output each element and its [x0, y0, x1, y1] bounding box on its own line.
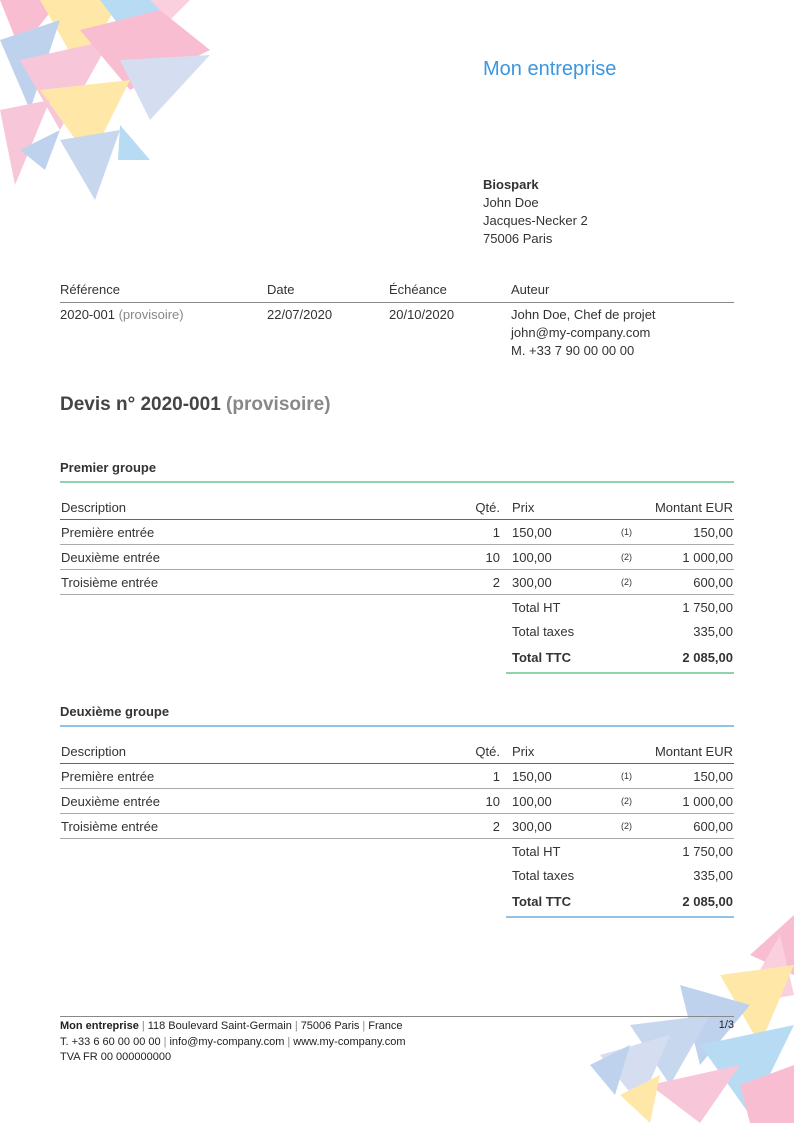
group-rule: [60, 481, 734, 483]
group-title: Premier groupe: [60, 460, 157, 475]
client-name: Biospark: [483, 177, 539, 192]
total-taxes-row: [506, 864, 734, 888]
row-tax-ref: (2): [621, 552, 632, 562]
table-row: [60, 570, 734, 595]
client-city: 75006 Paris: [483, 231, 553, 246]
table-row: [60, 545, 734, 570]
total-ht-row: [506, 596, 734, 620]
total-ht-label: Total HT: [512, 844, 561, 859]
document-title-text: Devis n° 2020-001: [60, 394, 221, 415]
total-taxes-label: Total taxes: [512, 868, 575, 883]
meta-author: [511, 306, 656, 360]
total-ttc-value: 2 085,00: [682, 894, 733, 909]
header-price: Prix: [512, 744, 535, 759]
meta-header-author: Auteur: [511, 282, 550, 297]
meta-divider: [60, 302, 734, 303]
group-title: Deuxième groupe: [60, 704, 170, 719]
row-amount: 1 000,00: [682, 550, 733, 565]
row-price: 100,00: [512, 794, 552, 809]
row-qty: 10: [485, 550, 500, 565]
row-qty: 2: [492, 819, 500, 834]
meta-due-date: 20/10/2020: [389, 307, 455, 322]
row-qty: 1: [492, 525, 500, 540]
company-name: Mon entreprise: [483, 58, 617, 80]
row-amount: 150,00: [693, 525, 733, 540]
row-qty: 10: [485, 794, 500, 809]
header-amount: Montant EUR: [654, 744, 733, 759]
footer-address: 118 Boulevard Saint-Germain: [147, 1020, 292, 1032]
group-totals: [506, 840, 734, 918]
client-contact: John Doe: [483, 195, 539, 210]
footer-city: 75006 Paris: [300, 1020, 360, 1032]
total-ht-label: Total HT: [512, 600, 561, 615]
footer-email[interactable]: info@my-company.com: [169, 1035, 285, 1048]
row-price: 300,00: [512, 575, 552, 590]
meta-header-date: Date: [267, 282, 295, 297]
table-header: [60, 739, 734, 764]
group-totals: [506, 596, 734, 674]
row-price: 150,00: [512, 769, 552, 784]
author-email: john@my-company.com: [511, 325, 651, 340]
row-qty: 1: [492, 769, 500, 784]
document-status: (provisoire): [226, 394, 331, 415]
row-amount: 150,00: [693, 769, 733, 784]
header-amount: Montant EUR: [654, 500, 733, 515]
row-description: Troisième entrée: [61, 819, 159, 834]
row-amount: 600,00: [693, 819, 733, 834]
row-description: Première entrée: [61, 769, 155, 784]
total-ttc-row: [506, 888, 734, 918]
table-row: [60, 764, 734, 789]
row-amount: 1 000,00: [682, 794, 733, 809]
table-row: [60, 814, 734, 839]
client-address: [483, 176, 588, 248]
total-ht-value: 1 750,00: [682, 844, 733, 859]
header-qty: Qté.: [475, 744, 500, 759]
row-price: 100,00: [512, 550, 552, 565]
footer-phone: T. +33 6 60 00 00 00: [60, 1035, 161, 1048]
meta-header-reference: Référence: [60, 282, 120, 297]
row-qty: 2: [492, 575, 500, 590]
row-tax-ref: (2): [621, 796, 632, 806]
total-taxes-value: 335,00: [693, 624, 733, 639]
row-tax-ref: (2): [621, 577, 632, 587]
total-ht-row: [506, 840, 734, 864]
header-description: Description: [61, 744, 127, 759]
table-row: [60, 789, 734, 814]
total-ttc-label: Total TTC: [512, 650, 571, 665]
group-rule: [60, 725, 734, 727]
reference-status: (provisoire): [118, 307, 184, 322]
row-description: Deuxième entrée: [61, 794, 160, 809]
reference-number: 2020-001: [60, 307, 115, 322]
decorative-triangles-top-left: [0, 0, 215, 205]
row-price: 300,00: [512, 819, 552, 834]
header-qty: Qté.: [475, 500, 500, 515]
author-name: John Doe, Chef de projet: [511, 307, 656, 322]
footer-country: France: [368, 1020, 403, 1032]
row-description: Troisième entrée: [61, 575, 159, 590]
group-table: [60, 495, 734, 595]
row-description: Deuxième entrée: [61, 550, 160, 565]
decorative-triangles-bottom-right: [590, 915, 794, 1123]
row-tax-ref: (2): [621, 821, 632, 831]
footer-line-2: T. +33 6 60 00 00 00 | info@my-company.com | www.my-company.com: [60, 1035, 406, 1048]
total-ttc-label: Total TTC: [512, 894, 571, 909]
client-street: Jacques-Necker 2: [483, 213, 588, 228]
header-price: Prix: [512, 500, 535, 515]
meta-reference: [60, 306, 184, 324]
author-phone: M. +33 7 90 00 00 00: [511, 343, 635, 358]
footer-vat: TVA FR 00 000000000: [60, 1051, 172, 1063]
footer-line-1: Mon entreprise | 118 Boulevard Saint-Germain | 75006 Paris | France: [60, 1020, 403, 1032]
total-ht-value: 1 750,00: [682, 600, 733, 615]
total-ttc-row: [506, 644, 734, 674]
footer-website[interactable]: www.my-company.com: [293, 1035, 406, 1048]
header-description: Description: [61, 500, 127, 515]
footer-divider: [60, 1016, 734, 1017]
row-amount: 600,00: [693, 575, 733, 590]
meta-header-due: Échéance: [389, 282, 447, 297]
footer: [60, 1019, 406, 1066]
row-description: Première entrée: [61, 525, 155, 540]
total-ttc-value: 2 085,00: [682, 650, 733, 665]
total-taxes-label: Total taxes: [512, 624, 575, 639]
table-row: [60, 520, 734, 545]
group-table: [60, 739, 734, 839]
total-taxes-value: 335,00: [693, 868, 733, 883]
meta-date: 22/07/2020: [267, 307, 333, 322]
total-taxes-row: [506, 620, 734, 644]
page-number: 1/3: [718, 1019, 734, 1031]
document-title: [60, 394, 331, 416]
row-price: 150,00: [512, 525, 552, 540]
table-header: [60, 495, 734, 520]
row-tax-ref: (1): [621, 771, 632, 781]
footer-company: Mon entreprise: [60, 1020, 139, 1032]
row-tax-ref: (1): [621, 527, 632, 537]
